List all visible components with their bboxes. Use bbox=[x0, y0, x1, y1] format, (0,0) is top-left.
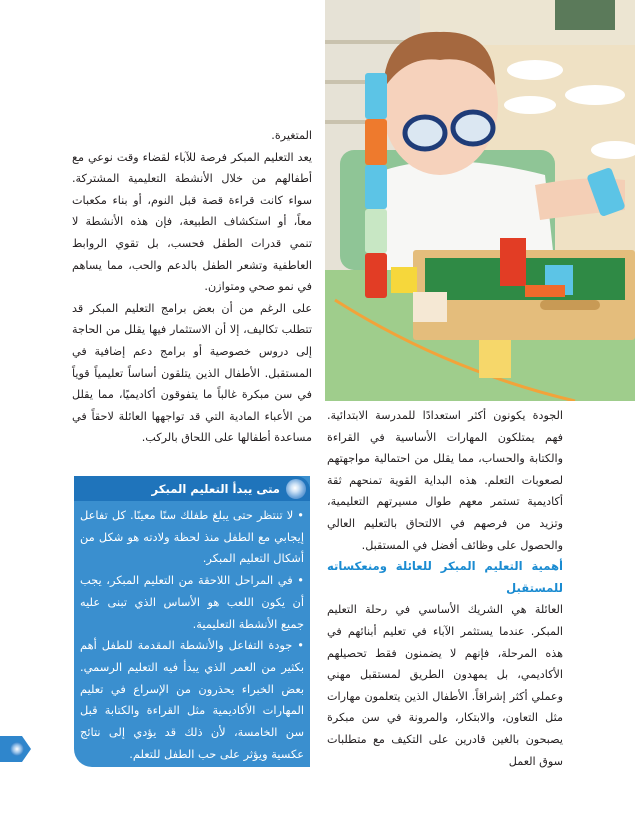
right-column bbox=[327, 405, 563, 772]
page-tab-icon bbox=[0, 734, 32, 764]
glasses-lens bbox=[453, 112, 493, 144]
photo-illustration bbox=[325, 0, 635, 401]
bullet-item: • جودة التفاعل والأنشطة المقدمة للطفل أهم بكثير من العمر الذي يبدأ فيه التعليم الرسمي. بعض الخبراء يحذرون من الإسراع في تعليم المهارات الأكاديمية مثل القراءة والكتابة قبل سن الخامسة، لأن ذلك قد يؤدي إلى نتائج عكسية ويؤثر على حب الطفل للتعلم. bbox=[80, 635, 304, 765]
info-box-body bbox=[80, 505, 304, 765]
letter-block bbox=[413, 292, 447, 322]
block-orange bbox=[365, 119, 387, 165]
block-yellow bbox=[391, 267, 417, 293]
photo-child-playing-blocks bbox=[325, 0, 635, 401]
info-box-title: متى يبدأ التعليم المبكر bbox=[151, 481, 280, 496]
sphere-icon bbox=[10, 742, 24, 756]
block-yellow bbox=[479, 340, 511, 378]
bullet-item: • لا تنتظر حتى يبلغ طفلك سنًا معينًا. كل تفاعل إيجابي مع الطفل منذ لحظة ولادته هو شكل من أشكال التعليم المبكر. bbox=[80, 505, 304, 570]
cloud bbox=[565, 85, 625, 105]
paragraph: يعد التعليم المبكر فرصة للآباء لقضاء وقت نوعي مع أطفالهم من خلال الأنشطة التعليمية المشتركة. سواء كانت قراءة قصة قبل النوم، أو بناء مكعبات معاً، أو استكشاف الطبيعة، فإن هذه الأنشطة لا تنمي قدرات الطفل فحسب، بل تقوي الروابط العاطفية وتشعر الطفل بالدعم والحب، مما يساهم في نمو صحي ومتوازن. bbox=[72, 150, 312, 294]
cloud bbox=[504, 96, 556, 114]
tray-handle bbox=[540, 300, 600, 310]
info-box bbox=[74, 476, 310, 767]
block-green bbox=[365, 209, 387, 253]
bullet-item: • في المراحل اللاحقة من التعليم المبكر، يجب أن يكون اللعب هو الأساس الذي تبنى عليه جميع الأنشطة التعليمية. bbox=[80, 570, 304, 635]
sphere-icon bbox=[286, 479, 306, 499]
poster bbox=[555, 0, 615, 30]
page-tab-marker bbox=[0, 734, 32, 764]
cloud bbox=[507, 60, 563, 80]
block-blue bbox=[365, 165, 387, 209]
block-orange bbox=[525, 285, 565, 297]
glasses-lens bbox=[405, 117, 445, 149]
paragraph: العائلة هي الشريك الأساسي في رحلة التعليم المبكر. عندما يستثمر الآباء في تعليم أبنائهم في هذه المرحلة، فإنهم لا يضمنون فقط تحصيلهم الأكاديمي، بل يمهدون الطريق لمستقبل مهني وعملي أكثر إشراقاً. الأطفال الذين يتعلمون مهارات مثل التعاون، والابتكار، والمرونة في سن مبكرة يصبحون بالغين قادرين على التكيف مع متطلبات سوق العمل bbox=[327, 603, 563, 768]
block-blue bbox=[365, 73, 387, 119]
paragraph: على الرغم من أن بعض برامج التعليم المبكر قد تتطلب تكاليف، إلا أن الاستثمار فيها يقلل من الحاجة إلى دروس خصوصية أو برامج دعم إضافية في المستقبل. الأطفال الذين يتلقون أساساً تعليمياً قوياً في سن مبكرة غالباً ما يتفوقون أكاديميًا، مما يقلل من الأعباء المادية التي قد تواجهها العائلة لاحقاً في مساعدة أطفالها على اللحاق بالركب. bbox=[72, 301, 312, 445]
block-red bbox=[365, 253, 387, 298]
section-heading: أهمية التعليم المبكر للعائلة ومنعكساته للمستقبل bbox=[327, 559, 563, 595]
left-column bbox=[72, 125, 312, 449]
info-box-header bbox=[74, 476, 310, 501]
paragraph: المتغيرة. bbox=[271, 129, 312, 142]
block-red bbox=[500, 238, 526, 286]
paragraph: الجودة يكونون أكثر استعدادًا للمدرسة الابتدائية. فهم يمتلكون المهارات الأساسية في القراءة والكتابة والحساب، مما يقلل من احتمالية مواجهتهم لصعوبات التعلم. هذه البداية القوية تمنحهم ثقة أكاديمية تستمر معهم طوال مسيرتهم التعليمية، وتزيد من فرصهم في الالتحاق بالتعليم العالي والحصول على وظائف أفضل في المستقبل. bbox=[327, 409, 563, 552]
